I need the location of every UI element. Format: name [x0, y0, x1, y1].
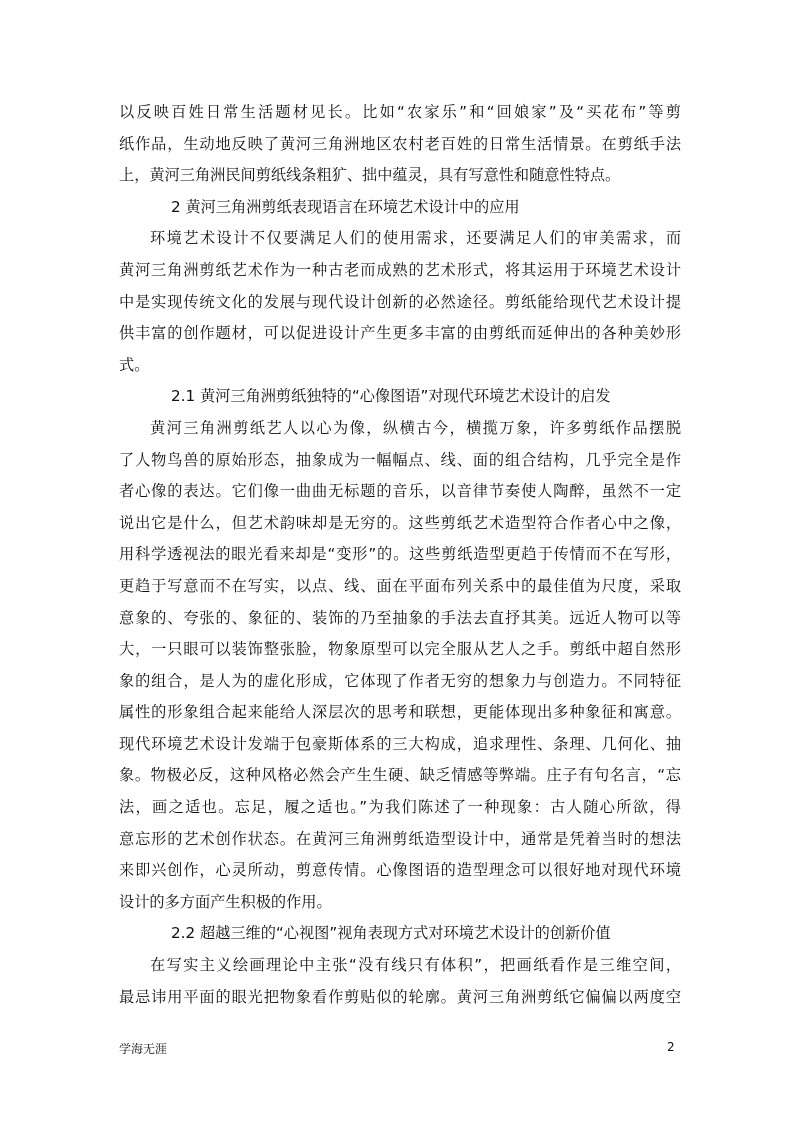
- document-body: [119, 97, 681, 1013]
- text-line: 环境艺术设计不仅要满足人们的使用需求，还要满足人们的审美需求，而: [150, 229, 681, 248]
- text-line: 说出它是什么，但艺术韵味却是无穷的。这些剪纸艺术造型符合作者心中之像，: [119, 513, 681, 532]
- text-line: 式。: [119, 355, 150, 374]
- text-line: 来即兴创作，心灵所动，剪意传情。心像图语的造型理念可以很好地对现代环境: [119, 861, 681, 880]
- text-line: 设计的多方面产生积极的作用。: [119, 892, 332, 911]
- section-heading: 2 黄河三角洲剪纸表现语言在环境艺术设计中的应用: [171, 197, 520, 216]
- text-line: 法，画之适也。忘足，履之适也。”为我们陈述了一种现象：古人随心所欲，得: [119, 798, 681, 817]
- text-line: 上，黄河三角洲民间剪纸线条粗犷、拙中蕴灵，具有写意性和随意性特点。: [119, 166, 621, 185]
- text-line: 更趋于写意而不在写实，以点、线、面在平面布列关系中的最佳值为尺度，采取: [119, 576, 681, 595]
- footer-text: 学海无涯: [119, 1042, 168, 1056]
- text-line: 象的组合，是人为的虚化形成，它体现了作者无穷的想象力与创造力。不同特征: [119, 671, 681, 690]
- page-number: 2: [667, 1040, 675, 1054]
- text-line: 黄河三角洲剪纸艺人以心为像，纵横古今，横揽万象，许多剪纸作品摆脱: [150, 418, 681, 437]
- text-line: 在写实主义绘画理论中主张“没有线只有体积”，把画纸看作是三维空间，: [150, 956, 681, 975]
- text-line: 纸作品，生动地反映了黄河三角洲地区农村老百姓的日常生活情景。在剪纸手法: [119, 134, 681, 153]
- text-line: 用科学透视法的眼光看来却是“变形”的。这些剪纸造型更趋于传情而不在写形，: [119, 545, 681, 564]
- text-line: 了人物鸟兽的原始形态，抽象成为一幅幅点、线、面的组合结构，几乎完全是作: [119, 450, 681, 469]
- text-line: 者心像的表达。它们像一曲曲无标题的音乐，以音律节奏使人陶醉，虽然不一定: [119, 482, 681, 501]
- text-line: 现代环境艺术设计发端于包豪斯体系的三大构成，追求理性、条理、几何化、抽: [119, 734, 681, 753]
- text-line: 意忘形的艺术创作状态。在黄河三角洲剪纸造型设计中，通常是凭着当时的想法: [119, 829, 681, 848]
- subsection-heading: 2.2 超越三维的“心视图”视角表现方式对环境艺术设计的创新价值: [171, 924, 611, 943]
- subsection-heading: 2.1 黄河三角洲剪纸独特的“心像图语”对现代环境艺术设计的启发: [171, 387, 611, 406]
- text-line: 以反映百姓日常生活题材见长。比如“农家乐”和“回娘家”及“买花布”等剪: [119, 103, 681, 121]
- text-line: 属性的形象组合起来能给人深层次的思考和联想，更能体现出多种象征和寓意。: [119, 703, 681, 722]
- text-line: 供丰富的创作题材，可以促进设计产生更多丰富的由剪纸而延伸出的各种美妙形: [119, 324, 681, 343]
- text-line: 象。物极必反，这种风格必然会产生生硬、缺乏情感等弊端。庄子有句名言，“忘: [119, 766, 681, 785]
- text-line: 黄河三角洲剪纸艺术作为一种古老而成熟的艺术形式，将其运用于环境艺术设计: [119, 260, 681, 279]
- text-line: 中是实现传统文化的发展与现代设计创新的必然途径。剪纸能给现代艺术设计提: [119, 292, 681, 311]
- text-line: 意象的、夸张的、象征的、装饰的乃至抽象的手法去直抒其美。远近人物可以等: [119, 608, 681, 627]
- text-line: 大，一只眼可以装饰整张脸，物象原型可以完全服从艺人之手。剪纸中超自然形: [119, 640, 681, 659]
- text-line: 最忌讳用平面的眼光把物象看作剪贴似的轮廓。黄河三角洲剪纸它偏偏以两度空: [119, 987, 681, 1006]
